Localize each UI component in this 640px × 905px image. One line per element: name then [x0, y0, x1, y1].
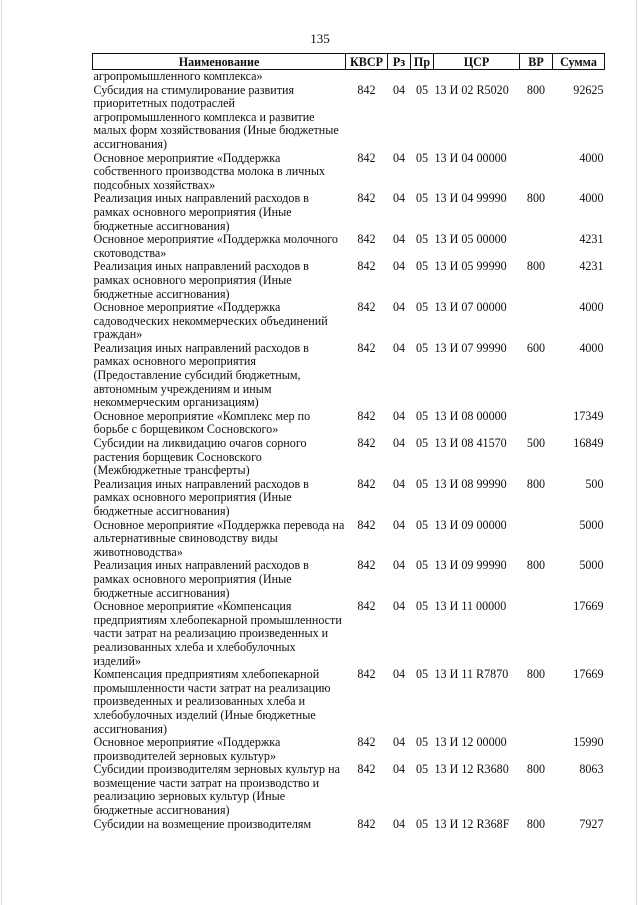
cell-pr: 05 [415, 816, 429, 831]
cell-kvsr: 842 [357, 762, 376, 777]
cell-kvsr: 842 [357, 232, 376, 247]
table-row [93, 410, 605, 437]
cell-sum: 4000 [579, 150, 604, 165]
cell-sum [553, 70, 605, 84]
table-row [93, 84, 605, 152]
cell-vr: 500 [526, 436, 546, 451]
cell-sum: 17669 [573, 667, 604, 682]
cell-kvsr: 842 [357, 517, 376, 532]
cell-rz: 04 [392, 517, 406, 532]
header-vr: ВР [520, 54, 553, 70]
cell-rz: 04 [392, 259, 406, 274]
cell-sum: 5000 [579, 517, 604, 532]
cell-vr: 800 [526, 816, 546, 831]
cell-pr: 05 [415, 667, 429, 682]
cell-vr: 800 [526, 762, 546, 777]
cell-vr: 800 [526, 191, 546, 206]
cell-kvsr: 842 [357, 259, 376, 274]
table-row [93, 559, 605, 600]
cell-kvsr: 842 [357, 558, 376, 573]
cell-rz: 04 [392, 408, 406, 423]
cell-name: Основное мероприятие «Комплекс мер по борьбе с борщевиком Сосновского» [93, 408, 311, 437]
cell-csr: 13 И 11 00000 [434, 599, 507, 614]
cell-rz: 04 [392, 150, 406, 165]
cell-name: Субсидии на ликвидацию очагов сорного растения борщевик Сосновского (Межбюджетные трансферты) [93, 436, 307, 478]
header-rz: Рз [388, 54, 411, 70]
cell-sum: 7927 [579, 816, 604, 831]
cell-sum: 5000 [579, 558, 604, 573]
cell-csr: 13 И 09 00000 [434, 517, 507, 532]
cell-csr: 13 И 11 R7870 [434, 667, 509, 682]
cell-kvsr: 842 [357, 300, 376, 315]
cell-kvsr: 842 [357, 436, 376, 451]
cell-pr: 05 [415, 150, 429, 165]
cell-pr: 05 [415, 517, 429, 532]
table-row [93, 763, 605, 817]
header-sum: Сумма [553, 54, 605, 70]
table-row [93, 519, 605, 560]
cell-pr: 05 [415, 735, 429, 750]
cell-csr: 13 И 05 99990 [434, 259, 507, 274]
cell-csr: 13 И 08 99990 [434, 476, 507, 491]
cell-csr: 13 И 12 00000 [434, 735, 507, 750]
cell-rz: 04 [392, 558, 406, 573]
cell-csr: 13 И 05 00000 [434, 232, 507, 247]
table-row [93, 437, 605, 478]
header-pr: Пр [411, 54, 434, 70]
cell-pr: 05 [415, 300, 429, 315]
cell-rz: 04 [392, 735, 406, 750]
cell-csr: 13 И 08 00000 [434, 408, 507, 423]
cell-pr: 05 [415, 232, 429, 247]
cell-name: Компенсация предприятиям хлебопекарной промышленности части затрат на реализацию произведенных и реализованных хлеба и хлебобулочных изделий (Иные бюджетные ассигнования) [93, 667, 331, 736]
cell-kvsr: 842 [357, 340, 376, 355]
cell-sum: 4000 [579, 300, 604, 315]
cell-name: Реализация иных направлений расходов в рамках основного мероприятия (Иные бюджетные ассигнования) [93, 476, 309, 518]
cell-rz: 04 [392, 232, 406, 247]
table-row [93, 818, 605, 832]
cell-csr: 13 И 09 99990 [434, 558, 507, 573]
header-kvsr: КВСР [346, 54, 388, 70]
cell-name: Реализация иных направлений расходов в рамках основного мероприятия (Иные бюджетные ассигнования) [93, 259, 309, 301]
cell-name: Субсидии на возмещение производителям [93, 816, 312, 831]
cell-csr: 13 И 02 R5020 [434, 82, 509, 97]
cell-kvsr: 842 [357, 599, 376, 614]
cell-name: Субсидии производителям зерновых культур на возмещение части затрат на производство и реализацию зерновых культур (Иные бюджетные ассигнования) [93, 762, 340, 818]
cell-kvsr: 842 [357, 150, 376, 165]
cell-sum: 4231 [579, 259, 604, 274]
cell-vr: 800 [526, 667, 546, 682]
cell-name: Основное мероприятие «Поддержка производителей зерновых культур» [93, 735, 281, 763]
cell-csr [434, 70, 520, 84]
cell-pr: 05 [415, 340, 429, 355]
cell-vr [520, 152, 553, 193]
cell-sum: 4000 [579, 191, 604, 206]
table-row [93, 668, 605, 736]
budget-table [92, 53, 605, 831]
cell-kvsr [346, 70, 388, 84]
cell-pr: 05 [415, 599, 429, 614]
table-row [93, 600, 605, 668]
cell-csr: 13 И 12 R368F [434, 816, 510, 831]
scan-right-edge [636, 0, 637, 905]
cell-csr: 13 И 12 R3680 [434, 762, 509, 777]
cell-rz: 04 [392, 476, 406, 491]
cell-csr: 13 И 04 00000 [434, 150, 507, 165]
cell-rz: 04 [392, 82, 406, 97]
cell-pr: 05 [415, 408, 429, 423]
table-row [93, 478, 605, 519]
cell-rz: 04 [392, 436, 406, 451]
cell-name: Реализация иных направлений расходов в рамках основного мероприятия (Иные бюджетные ассигнования) [93, 558, 309, 600]
cell-kvsr: 842 [357, 667, 376, 682]
cell-rz: 04 [392, 667, 406, 682]
cell-rz [388, 70, 411, 84]
cell-vr [520, 301, 553, 342]
cell-sum: 17349 [573, 408, 604, 423]
cell-rz: 04 [392, 340, 406, 355]
table-row [93, 192, 605, 233]
cell-vr: 800 [526, 558, 546, 573]
cell-sum: 4231 [579, 232, 604, 247]
cell-name: Основное мероприятие «Поддержка собственного производства молока в личных подсобных хозяйствах» [93, 150, 326, 192]
cell-sum: 92625 [573, 82, 604, 97]
table-row [93, 152, 605, 193]
cell-pr: 05 [415, 476, 429, 491]
cell-name: Основное мероприятие «Поддержка молочного скотоводства» [93, 232, 338, 260]
cell-vr: 800 [526, 259, 546, 274]
table-row [93, 70, 605, 84]
cell-rz: 04 [392, 599, 406, 614]
table-header-row [93, 54, 605, 70]
cell-kvsr: 842 [357, 82, 376, 97]
page-number: 135 [310, 31, 330, 46]
table-row [93, 260, 605, 301]
cell-name: Субсидия на стимулирование развития приоритетных подотраслей агропромышленного комплекса и развитие малых форм хозяйствования (Иные бюджетные ассигнования) [93, 82, 339, 151]
cell-pr: 05 [415, 762, 429, 777]
cell-kvsr: 842 [357, 816, 376, 831]
cell-kvsr: 842 [357, 735, 376, 750]
cell-kvsr: 842 [357, 408, 376, 423]
cell-pr: 05 [415, 558, 429, 573]
table-body [93, 70, 605, 832]
cell-name: Основное мероприятие «Поддержка садоводческих некоммерческих объединений граждан» [93, 300, 328, 342]
cell-vr [520, 410, 553, 437]
cell-sum: 17669 [573, 599, 604, 614]
cell-vr [520, 233, 553, 260]
cell-kvsr: 842 [357, 191, 376, 206]
cell-vr [520, 519, 553, 560]
header-csr: ЦСР [434, 54, 520, 70]
table-row [93, 301, 605, 342]
cell-vr: 800 [526, 476, 546, 491]
cell-pr: 05 [415, 259, 429, 274]
cell-name: Основное мероприятие «Поддержка перевода на альтернативные свиноводству виды животноводства» [93, 517, 345, 559]
cell-rz: 04 [392, 191, 406, 206]
cell-rz: 04 [392, 816, 406, 831]
cell-name: Реализация иных направлений расходов в рамках основного мероприятия (Иные бюджетные ассигнования) [93, 191, 309, 233]
cell-sum: 8063 [579, 762, 604, 777]
table-row [93, 736, 605, 763]
cell-pr: 05 [415, 191, 429, 206]
cell-sum: 15990 [573, 735, 604, 750]
cell-pr: 05 [415, 436, 429, 451]
cell-vr: 800 [526, 82, 546, 97]
cell-rz: 04 [392, 762, 406, 777]
cell-pr [411, 70, 434, 84]
cell-kvsr: 842 [357, 476, 376, 491]
cell-vr [520, 736, 553, 763]
table-row [93, 233, 605, 260]
cell-name: Основное мероприятие «Компенсация предприятиям хлебопекарной промышленности части затрат на реализацию произведенных и реализованных хлеба и хлебобулочных изделий» [93, 599, 342, 668]
cell-csr: 13 И 07 00000 [434, 300, 507, 315]
table-row [93, 342, 605, 410]
cell-name: Реализация иных направлений расходов в рамках основного мероприятия (Предоставление субсидий бюджетным, автономным учреждениям и иным некоммерческим организациям) [93, 340, 309, 410]
cell-sum: 4000 [579, 340, 604, 355]
cell-csr: 13 И 04 99990 [434, 191, 507, 206]
cell-vr [520, 70, 553, 84]
cell-pr: 05 [415, 82, 429, 97]
cell-name: агропромышленного комплекса» [93, 69, 263, 83]
cell-csr: 13 И 08 41570 [434, 436, 507, 451]
header-name: Наименование [93, 54, 346, 70]
cell-sum: 16849 [573, 436, 604, 451]
cell-rz: 04 [392, 300, 406, 315]
cell-vr [520, 600, 553, 668]
cell-csr: 13 И 07 99990 [434, 340, 507, 355]
cell-sum: 500 [585, 476, 604, 491]
scan-left-edge [1, 0, 2, 905]
cell-vr: 600 [526, 340, 546, 355]
